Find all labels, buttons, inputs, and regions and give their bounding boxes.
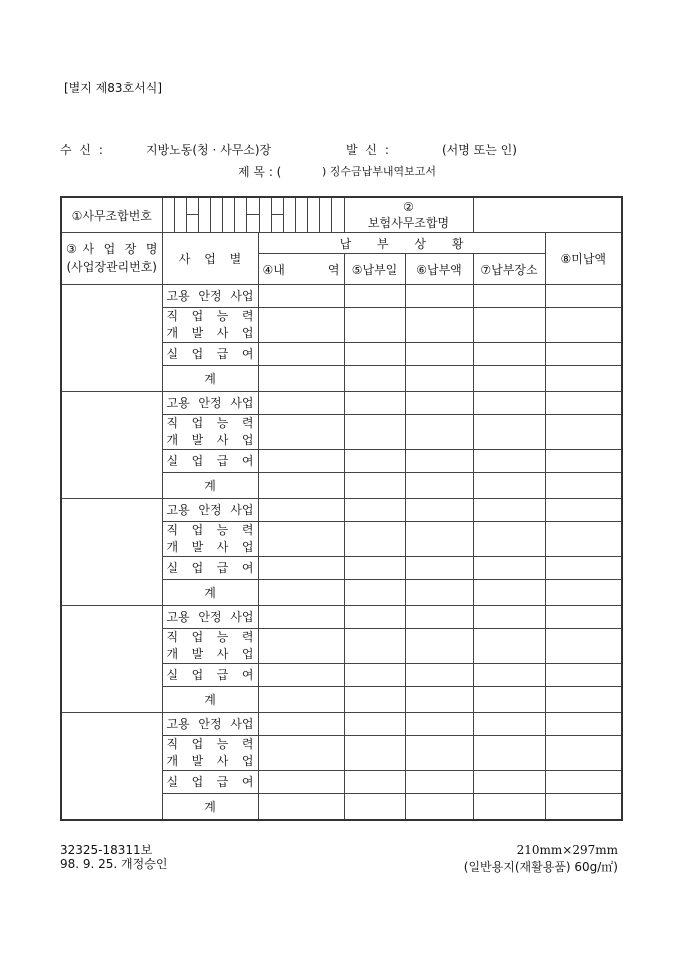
- business-row-label: 직 업 능 력 개 발 사 업: [162, 308, 258, 343]
- entry-cell[interactable]: [405, 450, 473, 473]
- entry-cell[interactable]: [258, 415, 344, 450]
- entry-cell[interactable]: [545, 415, 622, 450]
- entry-cell[interactable]: [405, 794, 473, 820]
- business-row-label: 실 업 급 여: [162, 664, 258, 687]
- entry-cell[interactable]: [545, 366, 622, 392]
- entry-cell[interactable]: [473, 713, 545, 736]
- workplace-name-cell[interactable]: [61, 499, 162, 606]
- entry-cell[interactable]: [258, 366, 344, 392]
- entry-cell[interactable]: [405, 771, 473, 794]
- entry-cell[interactable]: [258, 343, 344, 366]
- paper-size: 210mm×297mm: [516, 843, 618, 857]
- entry-cell[interactable]: [344, 580, 405, 606]
- business-header: 사 업 별: [162, 233, 258, 285]
- entry-cell[interactable]: [344, 606, 405, 629]
- total-row-label: 계: [162, 687, 258, 713]
- entry-cell[interactable]: [473, 687, 545, 713]
- entry-cell[interactable]: [545, 285, 622, 308]
- entry-cell[interactable]: [405, 687, 473, 713]
- entry-cell[interactable]: [258, 629, 344, 664]
- entry-cell[interactable]: [473, 736, 545, 771]
- entry-cell[interactable]: [473, 392, 545, 415]
- entry-cell[interactable]: [258, 687, 344, 713]
- entry-cell[interactable]: [545, 664, 622, 687]
- recipient-label: 수 신 :: [60, 143, 103, 157]
- entry-cell[interactable]: [344, 557, 405, 580]
- workplace-name-cell[interactable]: [61, 392, 162, 499]
- entry-cell[interactable]: [473, 343, 545, 366]
- entry-cell[interactable]: [258, 794, 344, 820]
- business-row-label: 실 업 급 여: [162, 557, 258, 580]
- entry-cell[interactable]: [405, 606, 473, 629]
- entry-cell[interactable]: [258, 606, 344, 629]
- entry-cell[interactable]: [258, 713, 344, 736]
- payment-report-table: [60, 196, 623, 821]
- entry-cell[interactable]: [473, 473, 545, 499]
- entry-cell[interactable]: [258, 736, 344, 771]
- entry-cell[interactable]: [545, 557, 622, 580]
- entry-cell[interactable]: [405, 629, 473, 664]
- business-row-label: 고용 안정 사업: [162, 392, 258, 415]
- entry-cell[interactable]: [473, 664, 545, 687]
- entry-cell[interactable]: [258, 557, 344, 580]
- total-row-label: 계: [162, 473, 258, 499]
- entry-cell[interactable]: [405, 308, 473, 343]
- form-code: 32325-18311보: [60, 843, 153, 857]
- sender-label: 발 신 :: [346, 143, 389, 157]
- entry-cell[interactable]: [344, 664, 405, 687]
- office-number-boxes[interactable]: [162, 197, 344, 233]
- entry-cell[interactable]: [258, 499, 344, 522]
- business-row-label: 고용 안정 사업: [162, 499, 258, 522]
- entry-cell[interactable]: [405, 713, 473, 736]
- entry-cell[interactable]: [405, 522, 473, 557]
- entry-cell[interactable]: [405, 499, 473, 522]
- entry-cell[interactable]: [258, 392, 344, 415]
- entry-cell[interactable]: [545, 308, 622, 343]
- total-row-label: 계: [162, 580, 258, 606]
- entry-cell[interactable]: [473, 499, 545, 522]
- entry-cell[interactable]: [545, 606, 622, 629]
- entry-cell[interactable]: [405, 366, 473, 392]
- entry-cell[interactable]: [405, 415, 473, 450]
- entry-cell[interactable]: [473, 629, 545, 664]
- entry-cell[interactable]: [344, 473, 405, 499]
- form-id: [별지 제83호서식]: [64, 81, 162, 95]
- entry-cell[interactable]: [473, 771, 545, 794]
- entry-cell[interactable]: [344, 629, 405, 664]
- entry-cell[interactable]: [258, 285, 344, 308]
- total-row-label: 계: [162, 794, 258, 820]
- office-number-label: ①사무조합번호: [61, 197, 162, 233]
- entry-cell[interactable]: [545, 736, 622, 771]
- total-row-label: 계: [162, 366, 258, 392]
- entry-cell[interactable]: [344, 392, 405, 415]
- entry-cell[interactable]: [405, 343, 473, 366]
- entry-cell[interactable]: [344, 499, 405, 522]
- business-row-label: 실 업 급 여: [162, 771, 258, 794]
- entry-cell[interactable]: [405, 557, 473, 580]
- workplace-name-cell[interactable]: [61, 713, 162, 820]
- office-name-label: ② 보험사무조합명: [344, 197, 473, 233]
- payment-status-header: 납 부 상 황: [258, 233, 545, 254]
- business-row-label: 직 업 능 력 개 발 사 업: [162, 522, 258, 557]
- entry-cell[interactable]: [545, 713, 622, 736]
- business-row-label: 직 업 능 력 개 발 사 업: [162, 415, 258, 450]
- workplace-name-cell[interactable]: [61, 285, 162, 392]
- entry-cell[interactable]: [405, 580, 473, 606]
- paper-type: (일반용지(재활용품) 60g/㎡): [463, 860, 618, 874]
- entry-cell[interactable]: [473, 557, 545, 580]
- entry-cell[interactable]: [258, 450, 344, 473]
- entry-cell[interactable]: [344, 522, 405, 557]
- entry-cell[interactable]: [344, 343, 405, 366]
- entry-cell[interactable]: [545, 392, 622, 415]
- entry-cell[interactable]: [405, 285, 473, 308]
- workplace-name-cell[interactable]: [61, 606, 162, 713]
- office-name-field[interactable]: [473, 197, 622, 233]
- entry-cell[interactable]: [258, 664, 344, 687]
- entry-cell[interactable]: [545, 687, 622, 713]
- subject-label: 제 목 : (: [238, 165, 282, 179]
- entry-cell[interactable]: [545, 450, 622, 473]
- entry-cell[interactable]: [258, 473, 344, 499]
- entry-cell[interactable]: [473, 522, 545, 557]
- business-row-label: 고용 안정 사업: [162, 606, 258, 629]
- business-row-label: 고용 안정 사업: [162, 713, 258, 736]
- entry-cell[interactable]: [344, 308, 405, 343]
- entry-cell[interactable]: [258, 771, 344, 794]
- entry-cell[interactable]: [473, 366, 545, 392]
- entry-cell[interactable]: [344, 366, 405, 392]
- subject-value: ) 징수금납부내역보고서: [322, 165, 437, 178]
- entry-cell[interactable]: [473, 606, 545, 629]
- entry-cell[interactable]: [473, 415, 545, 450]
- business-row-label: 실 업 급 여: [162, 450, 258, 473]
- business-row-label: 고용 안정 사업: [162, 285, 258, 308]
- entry-cell[interactable]: [344, 415, 405, 450]
- entry-cell[interactable]: [344, 687, 405, 713]
- entry-cell[interactable]: [344, 450, 405, 473]
- entry-cell[interactable]: [545, 771, 622, 794]
- entry-cell[interactable]: [545, 629, 622, 664]
- entry-cell[interactable]: [473, 450, 545, 473]
- entry-cell[interactable]: [545, 343, 622, 366]
- entry-cell[interactable]: [545, 794, 622, 820]
- entry-cell[interactable]: [473, 794, 545, 820]
- business-row-label: 직 업 능 력 개 발 사 업: [162, 736, 258, 771]
- entry-cell[interactable]: [405, 392, 473, 415]
- entry-cell[interactable]: [405, 664, 473, 687]
- entry-cell[interactable]: [344, 794, 405, 820]
- entry-cell[interactable]: [344, 736, 405, 771]
- entry-cell[interactable]: [258, 522, 344, 557]
- entry-cell[interactable]: [405, 473, 473, 499]
- business-row-label: 직 업 능 력 개 발 사 업: [162, 629, 258, 664]
- entry-cell[interactable]: [473, 285, 545, 308]
- sender-value: (서명 또는 인): [442, 143, 517, 157]
- business-row-label: 실 업 급 여: [162, 343, 258, 366]
- approval-date: 98. 9. 25. 개정승인: [60, 857, 168, 871]
- entry-cell[interactable]: [344, 285, 405, 308]
- entry-cell[interactable]: [545, 580, 622, 606]
- payment-place-header: ⑦납부장소: [473, 254, 545, 285]
- entry-cell[interactable]: [405, 736, 473, 771]
- entry-cell[interactable]: [545, 473, 622, 499]
- entry-cell[interactable]: [344, 771, 405, 794]
- entry-cell[interactable]: [473, 580, 545, 606]
- entry-cell[interactable]: [545, 499, 622, 522]
- unpaid-header: ⑧미납액: [545, 233, 622, 285]
- entry-cell[interactable]: [473, 308, 545, 343]
- payment-amount-header: ⑥납부액: [405, 254, 473, 285]
- payment-date-header: ⑤납부일: [344, 254, 405, 285]
- details-header: ④내 역: [258, 254, 344, 285]
- recipient-value: 지방노동(청 · 사무소)장: [146, 143, 272, 157]
- entry-cell[interactable]: [258, 580, 344, 606]
- entry-cell[interactable]: [258, 308, 344, 343]
- workplace-header: ③사 업 장 명 (사업장관리번호): [61, 233, 162, 285]
- entry-cell[interactable]: [545, 522, 622, 557]
- entry-cell[interactable]: [344, 713, 405, 736]
